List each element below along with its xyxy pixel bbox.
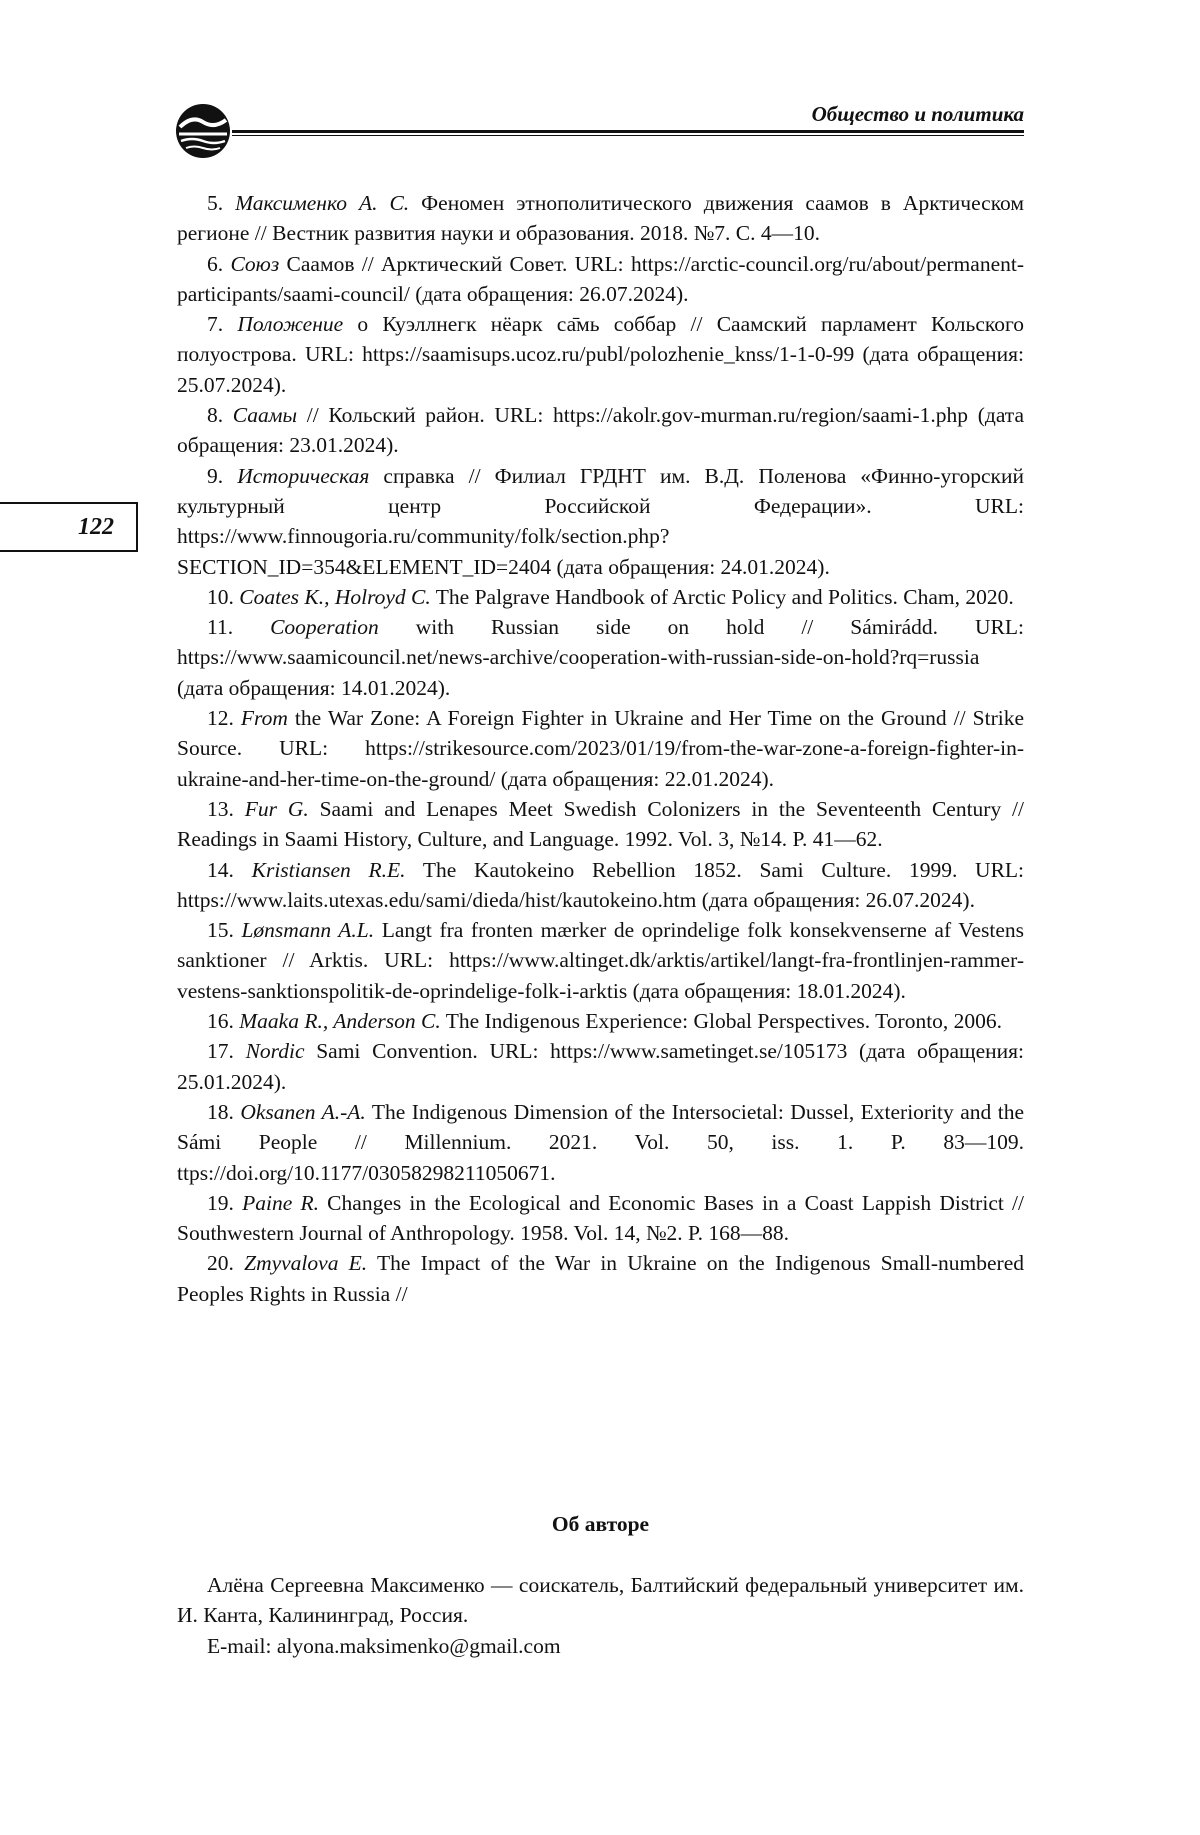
reference-author: Cooperation: [270, 615, 379, 640]
reference-item: 17. Nordic Sami Convention. URL: https://www.sametinget.se/105173 (дата обращения: 25.01.2024).: [177, 1039, 1024, 1094]
reference-item: 11. Cooperation with Russian side on hold // Sámirádd. URL: https://www.saamicouncil.net/news-archive/cooperation-with-russian-side-on-hold?rq=russia (дата обращения: 14.01.2024).: [177, 615, 1024, 700]
reference-list: [177, 188, 1024, 1309]
reference-item: 5. Максименко А. С. Феномен этнополитического движения саамов в Арктическом регионе // Вестник развития науки и образования. 2018. №7. С. 4—10.: [177, 191, 1025, 246]
about-author: [177, 1570, 1024, 1661]
reference-author: Coates K., Holroyd C.: [239, 584, 431, 609]
reference-author: Максименко А. С.: [235, 191, 410, 215]
reference-item: 6. Союз Саамов // Арктический Совет. URL: https://arctic-council.org/ru/about/permanent-participants/saami-council/ (дата обращения: 26.07.2024).: [177, 251, 1024, 306]
reference-author: Nordic: [245, 1039, 305, 1064]
reference-item: 12. From the War Zone: A Foreign Fighter in Ukraine and Her Time on the Ground // Strike Source. URL: https://strikesource.com/2023/01/19/from-the-war-zone-a-foreign-fighter-in-ukraine-and-her-time-on-the-ground/ (дата обращения: 22.01.2024).: [177, 706, 1024, 791]
reference-item: 18. Oksanen A.-A. The Indigenous Dimension of the Intersocietal: Dussel, Exteriority and the Sámi People // Millennium. 2021. Vol. 50, iss. 1. P. 83—109. ttps://doi.org/10.1177/03058298211050671.: [177, 1099, 1024, 1185]
reference-item: 9. Историческая справка // Филиал ГРДНТ им. В.Д. Поленова «Финно-угорский культурный центр Российской Федерации». URL: https://www.finnougoria.ru/community/folk/section.php?SECTION_ID=354&ELEMENT_ID=2404 (дата обращения: 24.01.2024).: [177, 463, 1025, 579]
page-number-box: [0, 502, 138, 552]
page-number: 122: [78, 514, 114, 540]
reference-author: Kristiansen R.E.: [251, 857, 406, 882]
reference-author: Саамы: [232, 403, 298, 428]
reference-author: Союз: [230, 251, 280, 276]
author-bio: Алёна Сергеевна Максименко — соискатель, Балтийский федеральный университет им. И. Канта, Калининград, Россия.: [177, 1573, 1024, 1628]
wave-emblem-icon: [172, 100, 234, 162]
reference-item: 7. Положение о Куэллнегк нёарк са̄мь соббар // Саамский парламент Кольского полуострова. URL: https://saamisups.ucoz.ru/publ/polozhenie_knss/1-1-0-99 (дата обращения: 25.07.2024).: [177, 312, 1025, 397]
reference-author: Историческая: [237, 463, 370, 488]
reference-author: Paine R.: [242, 1190, 319, 1215]
reference-author: Lønsmann A.L.: [241, 918, 375, 943]
header-rule-thin: [232, 135, 1024, 136]
reference-item: 16. Maaka R., Anderson C. The Indigenous Experience: Global Perspectives. Toronto, 2006.: [207, 1009, 1003, 1034]
reference-item: 15. Lønsmann A.L. Langt fra fronten mærker de oprindelige folk konsekvenserne af Vestens sanktioner // Arktis. URL: https://www.altinget.dk/arktis/artikel/langt-fra-frontlinjen-rammer-vestens-sanktionspolitik-de-oprindelige-folk-i-arktis (дата обращения: 18.01.2024).: [177, 918, 1024, 1003]
reference-item: 10. Coates K., Holroyd C. The Palgrave Handbook of Arctic Policy and Politics. Cham, 2020.: [207, 584, 1014, 609]
section-title: Общество и политика: [811, 102, 1024, 126]
header-rule: [232, 130, 1024, 133]
reference-author: Fur G.: [244, 796, 309, 821]
reference-author: Zmyvalova E.: [244, 1251, 368, 1276]
reference-item: 20. Zmyvalova E. The Impact of the War in Ukraine on the Indigenous Small-numbered Peoples Rights in Russia //: [177, 1251, 1025, 1306]
reference-item: 14. Kristiansen R.E. The Kautokeino Rebellion 1852. Sami Culture. 1999. URL: https://www.laits.utexas.edu/sami/dieda/hist/kautokeino.htm (дата обращения: 26.07.2024).: [177, 857, 1025, 912]
reference-author: From: [240, 706, 288, 731]
reference-author: Oksanen A.-A.: [240, 1099, 366, 1124]
reference-author: Maaka R., Anderson C.: [239, 1009, 441, 1034]
author-email: E-mail: alyona.maksimenko@gmail.com: [207, 1633, 561, 1658]
reference-item: 8. Саамы // Кольский район. URL: https://akolr.gov-murman.ru/region/saami-1.php (дата обращения: 23.01.2024).: [177, 403, 1025, 458]
reference-author: Положение: [237, 312, 344, 337]
about-heading: Об авторе: [551, 1512, 650, 1536]
reference-item: 19. Paine R. Changes in the Ecological and Economic Bases in a Coast Lappish District // Southwestern Journal of Anthropology. 1958. Vol. 14, №2. P. 168—88.: [177, 1190, 1024, 1246]
reference-item: 13. Fur G. Saami and Lenapes Meet Swedish Colonizers in the Seventeenth Century // Readings in Saami History, Culture, and Language. 1992. Vol. 3, №14. P. 41—62.: [177, 796, 1025, 852]
